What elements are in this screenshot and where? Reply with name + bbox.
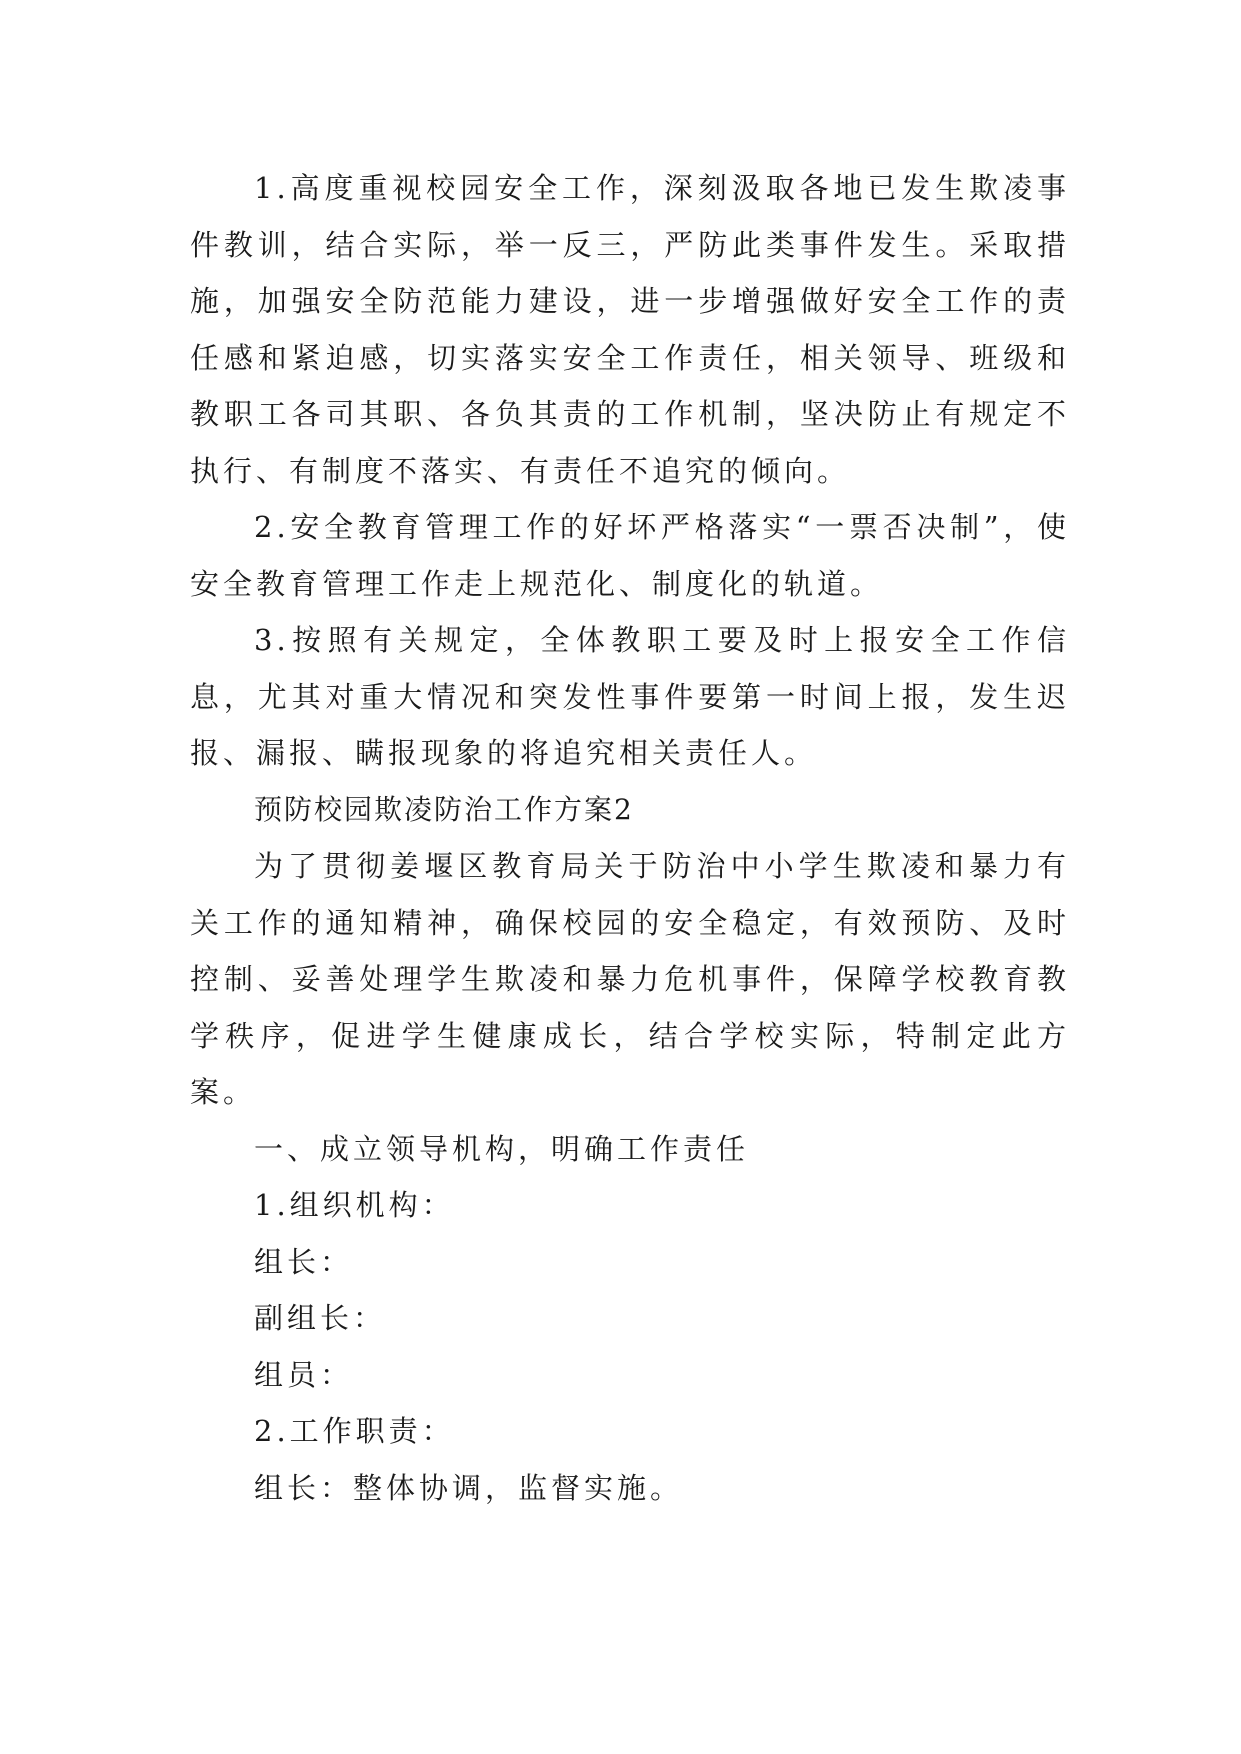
item-leader-duty: 组长：整体协调，监督实施。 — [254, 1470, 684, 1505]
section-title-plan-2: 预防校园欺凌防治工作方案2 — [254, 792, 634, 826]
paragraph-one-vote-veto: 2.安全教育管理工作的好坏严格落实“一票否决制”，使安全教育管理工作走上规范化、制度化的轨道。 — [190, 510, 1070, 601]
item-deputy-leader: 副组长： — [254, 1301, 387, 1335]
paragraph-plan-purpose: 为了贯彻姜堰区教育局关于防治中小学生欺凌和暴力有关工作的通知精神，确保校园的安全稳定，有效预防、及时控制、妥善处理学生欺凌和暴力危机事件，保障学校教育教学秩序，促进学生健康成长，结合学校实际，特制定此方案。 — [190, 849, 1070, 1109]
heading-leadership: 一、成立领导机构，明确工作责任 — [254, 1131, 750, 1166]
item-duties: 2.工作职责： — [254, 1414, 455, 1448]
item-members: 组员： — [254, 1357, 354, 1392]
item-organization: 1.组织机构： — [254, 1188, 455, 1222]
document-page — [190, 160, 1070, 1516]
paragraph-reporting: 3.按照有关规定，全体教职工要及时上报安全工作信息，尤其对重大情况和突发性事件要第一时间上报，发生迟报、漏报、瞒报现象的将追究相关责任人。 — [190, 623, 1070, 770]
paragraph-safety-emphasis: 1.高度重视校园安全工作，深刻汲取各地已发生欺凌事件教训，结合实际，举一反三，严防此类事件发生。采取措施，加强安全防范能力建设，进一步增强做好安全工作的责任感和紧迫感，切实落实安全工作责任，相关领导、班级和教职工各司其职、各负其责的工作机制，坚决防止有规定不执行、有制度不落实、有责任不追究的倾向。 — [190, 171, 1070, 488]
item-team-leader: 组长： — [254, 1244, 354, 1279]
